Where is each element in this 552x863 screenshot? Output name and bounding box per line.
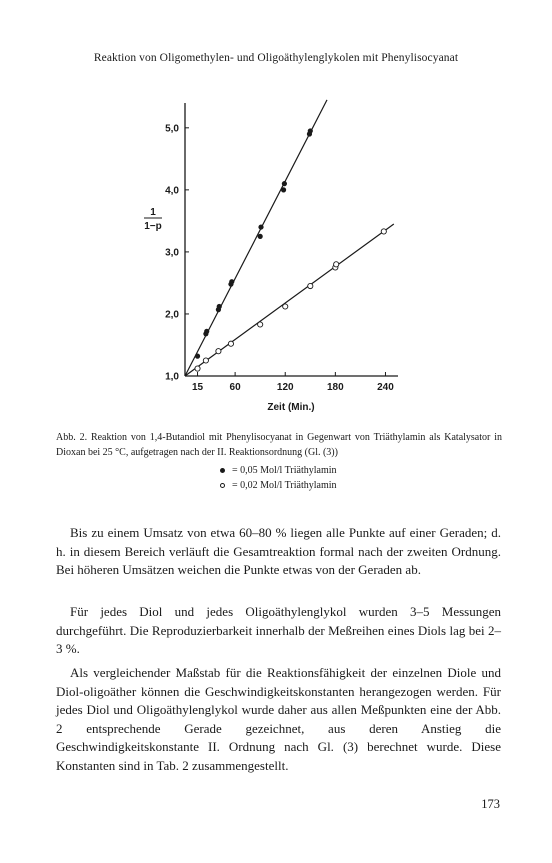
legend-label-open: = 0,02 Mol/l Triäthylamin <box>231 480 337 491</box>
paragraph-3: Als vergleichender Maßstab für die Reaktionsfähigkeit der einzelnen Diole und Diol-oligoäther können die Geschwindigkeitskonstanten herangezogen werden. Für jedes Diol und Oligoäthylenglykol wurde daher aus allen Meßpunkten eine der Abb. 2 entsprechende Gerade gezeichnet, aus deren Anstieg die Geschwindigkeitskonstante II. Ordnung nach Gl. (3) berechnet wurde. Diese Konstanten sind in Tab. 2 zusammengestellt. <box>56 665 501 773</box>
data-point-filled <box>229 279 234 284</box>
data-point-filled <box>258 234 263 239</box>
data-point-filled <box>308 128 313 133</box>
x-tick-label: 15 <box>191 382 204 393</box>
data-point-open <box>334 262 339 267</box>
y-tick-label: 4,0 <box>165 185 179 197</box>
data-point-filled <box>204 329 209 334</box>
data-point-open <box>308 283 313 288</box>
legend-label-filled: = 0,05 Mol/l Triäthylamin <box>231 465 337 476</box>
data-point-filled <box>195 354 200 359</box>
axis-labels <box>144 123 394 413</box>
figure-caption: Abb. 2. Reaktion von 1,4-Butandiol mit Phenylisocyanat in Gegenwart von Triäthylamin als Katalysator in Dioxan bei 25 °C, aufgetragen nach der II. Reaktionsordnung (Gl. (3)) <box>56 432 502 458</box>
y-axis-label-denominator: 1−p <box>144 221 162 232</box>
y-tick-label: 1,0 <box>165 371 179 383</box>
data-point-filled <box>281 187 286 192</box>
data-point-filled <box>258 224 263 229</box>
fit-lines <box>185 100 394 376</box>
data-point-open <box>203 358 208 363</box>
data-point-filled <box>217 304 222 309</box>
x-tick-label: 120 <box>276 382 294 393</box>
paragraph-1: Bis zu einem Umsatz von etwa 60–80 % liegen alle Punkte auf einer Geraden; d. h. in diesem Bereich verläuft die Gesamtreaktion formal nach der zweiten Ordnung. Bei höheren Umsätzen weichen die Punkte etwas von der Geraden ab. <box>56 525 501 577</box>
page-number: 173 <box>481 797 500 811</box>
x-tick-label: 60 <box>229 382 241 393</box>
x-tick-label: 180 <box>327 382 344 393</box>
kinetics-chart <box>0 0 552 425</box>
chart-axes <box>185 103 398 376</box>
legend-item-filled <box>0 463 552 478</box>
paragraph-2: Für jedes Diol und jedes Oligoäthylenglykol wurden 3–5 Messungen durchgeführt. Die Reproduzierbarkeit innerhalb der Meßreihen eines Diols lag bei 2–3 %. <box>56 604 501 656</box>
data-point-open <box>381 229 386 234</box>
data-point-open <box>216 349 221 354</box>
y-tick-label: 5,0 <box>165 123 179 135</box>
legend-item-open <box>0 478 552 493</box>
data-point-filled <box>282 181 287 186</box>
data-point-open <box>258 322 263 327</box>
y-axis-label-numerator: 1 <box>150 207 156 218</box>
x-axis-label: Zeit (Min.) <box>267 402 315 413</box>
filled-circle-icon <box>215 463 229 478</box>
running-title: Reaktion von Oligomethylen- und Oligoäthylenglykolen mit Phenylisocyanat <box>93 52 459 64</box>
figure-legend <box>0 463 552 493</box>
data-point-open <box>283 304 288 309</box>
y-tick-label: 3,0 <box>165 247 179 259</box>
open-circle-icon <box>215 478 229 493</box>
data-point-open <box>195 366 200 371</box>
data-point-open <box>228 341 233 346</box>
x-tick-label: 240 <box>377 382 394 393</box>
y-tick-label: 2,0 <box>165 309 179 321</box>
